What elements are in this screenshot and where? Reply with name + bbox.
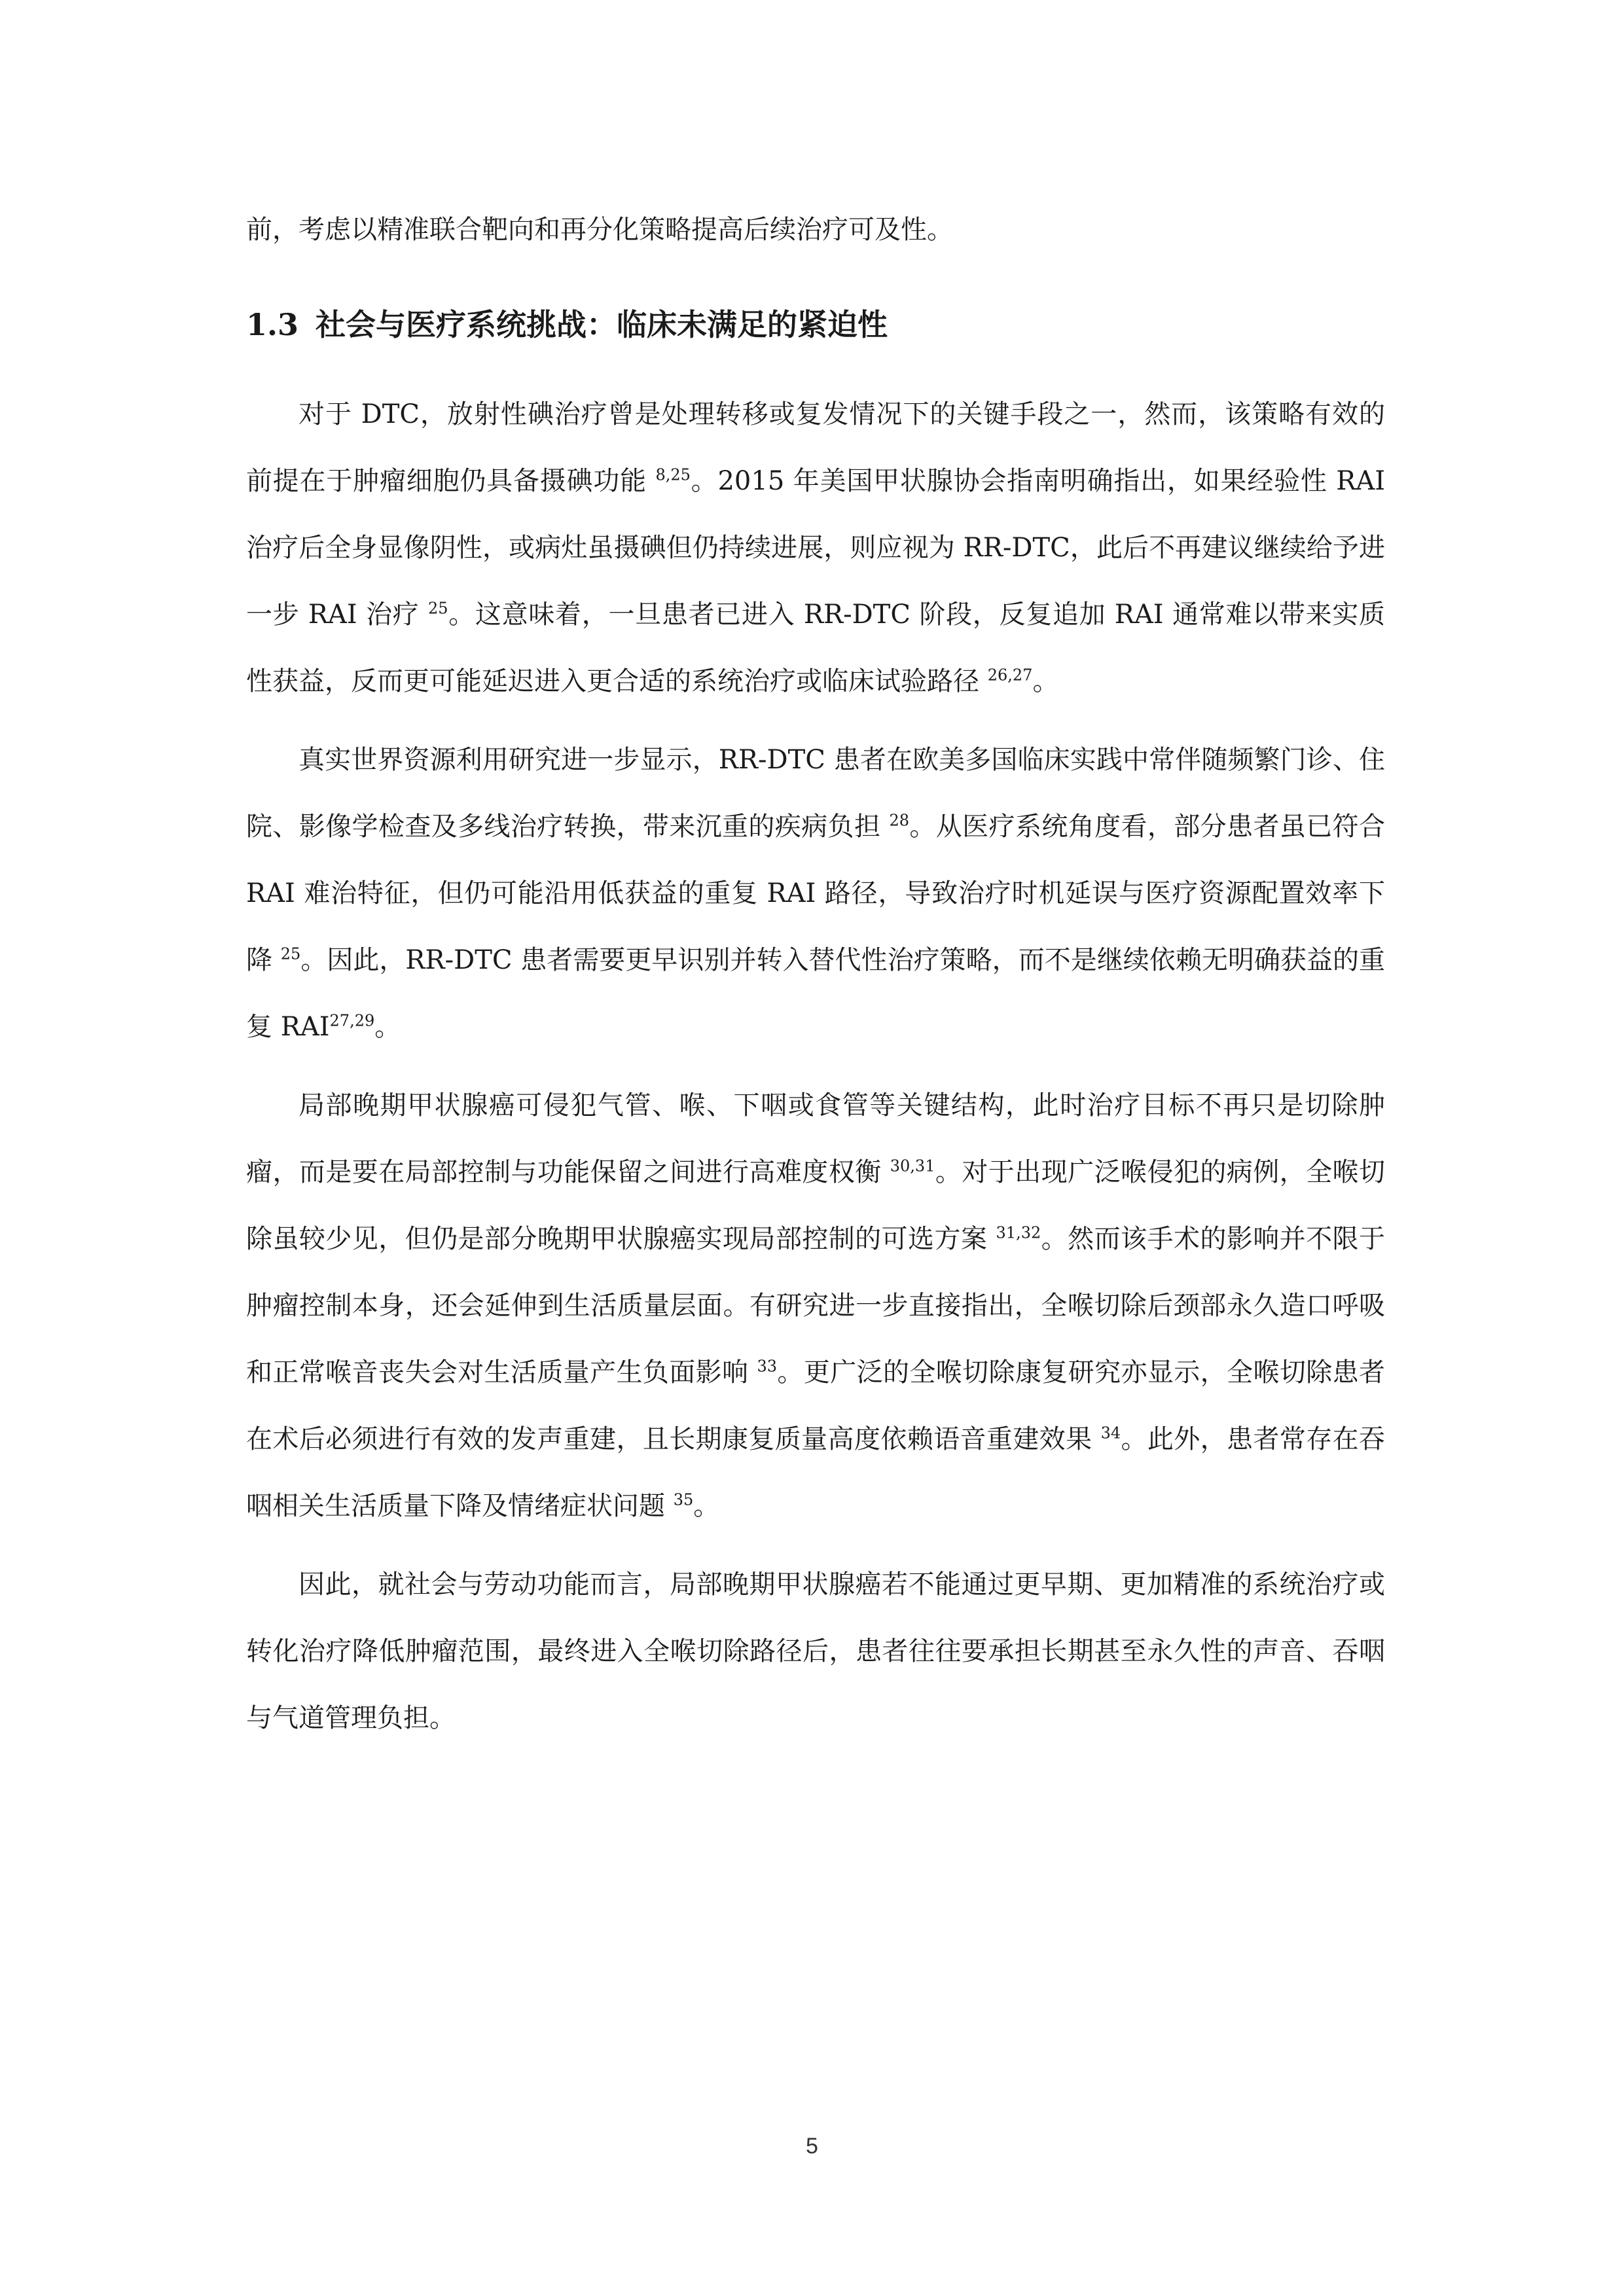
paragraph-text: 。	[374, 1012, 401, 1042]
paragraph-text: 局部晚期甲状腺癌可侵犯气管、喉、下咽或食管等关键结构，此时治疗目标不再只是切除肿瘤，而是要在局部控制与功能保留之间进行高难度权衡	[246, 1090, 1385, 1187]
paragraph-text: 对于 DTC，放射性碘治疗曾是处理转移或复发情况下的关键手段之一，然而，该策略有效的前提在于肿瘤细胞仍具备摄碘功能	[246, 399, 1385, 496]
paragraph-text: 。此外，患者常存在吞咽相关生活质量下降及情绪症状问题	[246, 1424, 1386, 1521]
paragraph-text: 。对于出现广泛喉侵犯的病例，全喉切除虽较少见，但仍是部分晚期甲状腺癌实现局部控制的可选方案	[246, 1157, 1385, 1254]
body-paragraph	[246, 1072, 1385, 1539]
continued-paragraph-line: 前，考虑以精准联合靶向和再分化策略提高后续治疗可及性。	[246, 215, 953, 245]
paragraph-text: 。因此，RR-DTC 患者需要更早识别并转入替代性治疗策略，而不是继续依赖无明确获益的重复 RAI	[246, 945, 1385, 1042]
paragraph-text: 。	[693, 1491, 720, 1521]
page-number: 5	[806, 2134, 818, 2159]
paragraph-text: 因此，就社会与劳动功能而言，局部晚期甲状腺癌若不能通过更早期、更加精准的系统治疗或转化治疗降低肿瘤范围，最终进入全喉切除路径后，患者往往要承担长期甚至永久性的声音、吞咽与气道管理负担。	[246, 1570, 1385, 1733]
citation-superscript: 34	[1100, 1424, 1121, 1443]
paragraph-text: 真实世界资源利用研究进一步显示，RR-DTC 患者在欧美多国临床实践中常伴随频繁门诊、住院、影像学检查及多线治疗转换，带来沉重的疾病负担	[246, 745, 1385, 842]
citation-superscript: 35	[673, 1490, 694, 1509]
section-number: 1.3	[246, 307, 299, 342]
citation-superscript: 8,25	[655, 465, 691, 484]
section-heading	[246, 291, 1385, 358]
citation-superscript: 30,31	[890, 1157, 935, 1175]
body-paragraph	[246, 381, 1385, 715]
paragraph-text: 。2015 年美国甲状腺协会指南明确指出，如果经验性 RAI 治疗后全身显像阴性，或病灶虽摄碘但仍持续进展，则应视为 RR-DTC，此后不再建议继续给予进一步 RAI 治疗	[246, 466, 1386, 630]
citation-superscript: 25	[280, 944, 301, 963]
body-paragraph	[246, 1551, 1385, 1751]
section-body	[246, 381, 1385, 1751]
paragraph-text: 。这意味着，一旦患者已进入 RR-DTC 阶段，反复追加 RAI 通常难以带来实质性获益，反而更可能延迟进入更合适的系统治疗或临床试验路径	[246, 600, 1385, 696]
citation-superscript: 25	[427, 599, 448, 618]
section-title: 社会与医疗系统挑战：临床未满足的紧迫性	[316, 307, 888, 342]
paragraph-text: 。然而该手术的影响并不限于肿瘤控制本身，还会延伸到生活质量层面。有研究进一步直接指出，全喉切除后颈部永久造口呼吸和正常喉音丧失会对生活质量产生负面影响	[246, 1224, 1385, 1388]
citation-superscript: 26,27	[987, 666, 1033, 685]
body-paragraph	[246, 726, 1385, 1060]
citation-superscript: 27,29	[329, 1011, 375, 1030]
paragraph-text: 。	[1032, 666, 1059, 696]
citation-superscript: 31,32	[996, 1223, 1041, 1242]
citation-superscript: 28	[889, 811, 909, 830]
paragraph-text: 。从医疗系统角度看，部分患者虽已符合 RAI 难治特征，但仍可能沿用低获益的重复 RAI 路径，导致治疗时机延误与医疗资源配置效率下降	[246, 812, 1386, 975]
paragraph-text: 。更广泛的全喉切除康复研究亦显示，全喉切除患者在术后必须进行有效的发声重建，且长期康复质量高度依赖语音重建效果	[246, 1357, 1385, 1454]
citation-superscript: 33	[757, 1357, 778, 1376]
